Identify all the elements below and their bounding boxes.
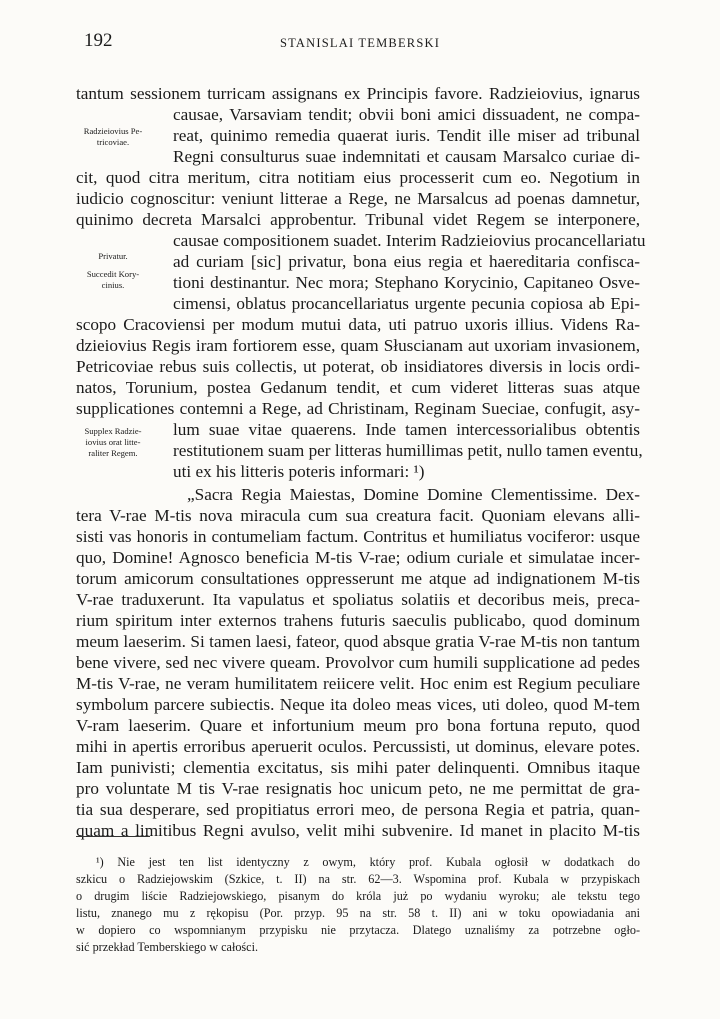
text-line: natos, Torunium, postea Gedanum tendit, et cum videret litteras suas atque bbox=[76, 378, 640, 397]
text-line: bene vivere, sed nec vivere queam. Provolvor cum humili supplicatione ad pedes bbox=[76, 653, 640, 672]
text-line: restitutionem suam per litteras humillimas petit, nullo tamen eventu, bbox=[173, 441, 643, 460]
text-line: iudicio cognoscitur: veniunt litterae a Rege, ne Marsalcus ad poenas damnetur, bbox=[76, 189, 640, 208]
text-line: Regni consulturus suae indemnitati et causam Marsalco curiae di- bbox=[173, 147, 640, 166]
text-line: rium spiritum inter externos trahens futuris saeculis publicabo, quod dominum bbox=[76, 611, 640, 630]
footnote-line: ¹) Nie jest ten list identyczny z owym, który prof. Kubala ogłosił w dodatkach do bbox=[96, 855, 640, 869]
text-line: uti ex his litteris poteris informari: ¹) bbox=[173, 462, 425, 481]
footnote-line: sić przekład Temberskiego w całości. bbox=[76, 940, 259, 954]
running-head: STANISLAI TEMBERSKI bbox=[279, 36, 441, 50]
text-line: quo, Domine! Agnosco beneficia M-tis V-rae; odium curiale et simulatae incer- bbox=[76, 548, 640, 567]
text-line: Iam punivisti; clementia excitatus, sis mihi pater delinquenti. Omnibus itaque bbox=[76, 758, 640, 777]
margin-note: cinius. bbox=[101, 280, 125, 290]
text-line: Petricoviae rebus suis collectis, ut poterat, ob insidiatores diversis in locis ordi- bbox=[76, 357, 640, 376]
margin-note: tricoviae. bbox=[96, 137, 130, 147]
margin-note: Supplex Radzie- bbox=[84, 426, 142, 436]
text-line: quam a limitibus Regni avulso, velit mihi subvenire. Id manet in placito M-tis bbox=[76, 821, 640, 840]
margin-note: raliter Regem. bbox=[88, 448, 138, 458]
text-line: causae compositionem suadet. Interim Radzieiovius procancellariatu bbox=[173, 231, 646, 250]
text-line: tioni destinantur. Nec mora; Stephano Korycinio, Capitaneo Osve- bbox=[173, 273, 640, 292]
text-line: tera V-rae M-tis nova miracula cum sua creatura facit. Quoniam elevans alli- bbox=[76, 506, 640, 525]
footnote-line: w dopiero co wspomnianym przypisku nie przytacza. Dlatego uznaliśmy za potrzebne ogło- bbox=[76, 923, 640, 937]
text-line: V-rae traduxerunt. Ita vapulatus et spoliatus solatiis et decoribus meis, preca- bbox=[76, 590, 640, 609]
text-line: mihi in apertis erroribus aperuerit oculos. Percussisti, ut dominus, elevare potes. bbox=[76, 737, 640, 756]
text-line: reat, quinimo remedia quaerat iuris. Tendit ille miser ad tribunal bbox=[173, 126, 640, 145]
text-line: torum amicorum consultationes oppresserunt me atque ad indignationem M-tis bbox=[76, 569, 640, 588]
margin-note: iovius orat litte- bbox=[85, 437, 141, 447]
text-line: symbolum parcere subiectis. Neque ita doleo meas vices, uti doleo, quod M-tem bbox=[76, 695, 640, 714]
text-line: ad curiam [sic] privatur, bona eius regia et haereditaria confisca- bbox=[173, 252, 640, 271]
text-line: cit, quod citra meritum, citra notitiam eius processerit cum eo. Negotium in bbox=[76, 168, 640, 187]
text-line: „Sacra Regia Maiestas, Domine Domine Clementissime. Dex- bbox=[187, 485, 640, 504]
page-number: 192 bbox=[84, 30, 113, 51]
text-line: sisti vas honoris in contumeliam factum. Contritus et humiliatus vociferor: usque bbox=[76, 527, 640, 546]
margin-note: Succedit Kory- bbox=[86, 269, 140, 279]
text-line: scopo Cracoviensi per modum mutui data, uti patruo uxoris illius. Videns Ra- bbox=[76, 315, 640, 334]
text-line: V-ram laeserim. Quare et infortunium meum pro bona fortuna reputo, quod bbox=[76, 716, 640, 735]
text-line: pro voluntate M tis V-rae resignatis hoc unicum peto, ne me permittat de gra- bbox=[76, 779, 640, 798]
margin-note: Radzieiovius Pe- bbox=[83, 126, 143, 136]
text-line: meum laeserim. Si tamen laesi, fateor, quod absque gratia V-rae M-tis non tantum bbox=[76, 632, 640, 651]
footnote-line: listu, znanego mu z rękopisu (Por. przyp. 95 na str. 58 t. II) ani w toku opowiadania ani bbox=[76, 906, 640, 920]
text-line: lum suae vitae quaerens. Inde tamen intercessorialibus obtentis bbox=[173, 420, 640, 439]
text-line: tantum sessionem turricam assignans ex Principis favore. Radzieiovius, ignarus bbox=[76, 84, 640, 103]
text-line: dzieiovius Regis iram fortiorem esse, quam Słuscianam aut uxoriam invasionem, bbox=[76, 336, 640, 355]
text-line: causae, Varsaviam tendit; obvii boni amici dissuadent, ne compa- bbox=[173, 105, 640, 124]
text-line: tia sua desperare, sed propitiatus errori meo, de persona Regia et patria, quan- bbox=[76, 800, 640, 819]
text-line: quinimo decreta Marsalci approbentur. Tribunal videt Regem se interponere, bbox=[76, 210, 640, 229]
text-line: cimensi, oblatus procancellariatus urgente pecunia copiosa ab Epi- bbox=[173, 294, 640, 313]
text-line: M-tis V-rae, ne veram humilitatem reiicere velit. Hoc enim est Regium peculiare bbox=[76, 674, 640, 693]
footnote-line: o drugim liście Radziejowskiego, pisanym do króla już po wydaniu wyroku; ale tekstu tego bbox=[76, 889, 640, 903]
margin-note: Privatur. bbox=[98, 251, 128, 261]
text-line: supplicationes contemni a Rege, ad Christinam, Reginam Sueciae, confugit, asy- bbox=[76, 399, 640, 418]
footnote-line: szkicu o Radziejowskim (Szkice, t. II) na str. 62—3. Wspomina prof. Kubala w przypiskach bbox=[76, 872, 640, 886]
footnote-rule bbox=[76, 836, 150, 837]
